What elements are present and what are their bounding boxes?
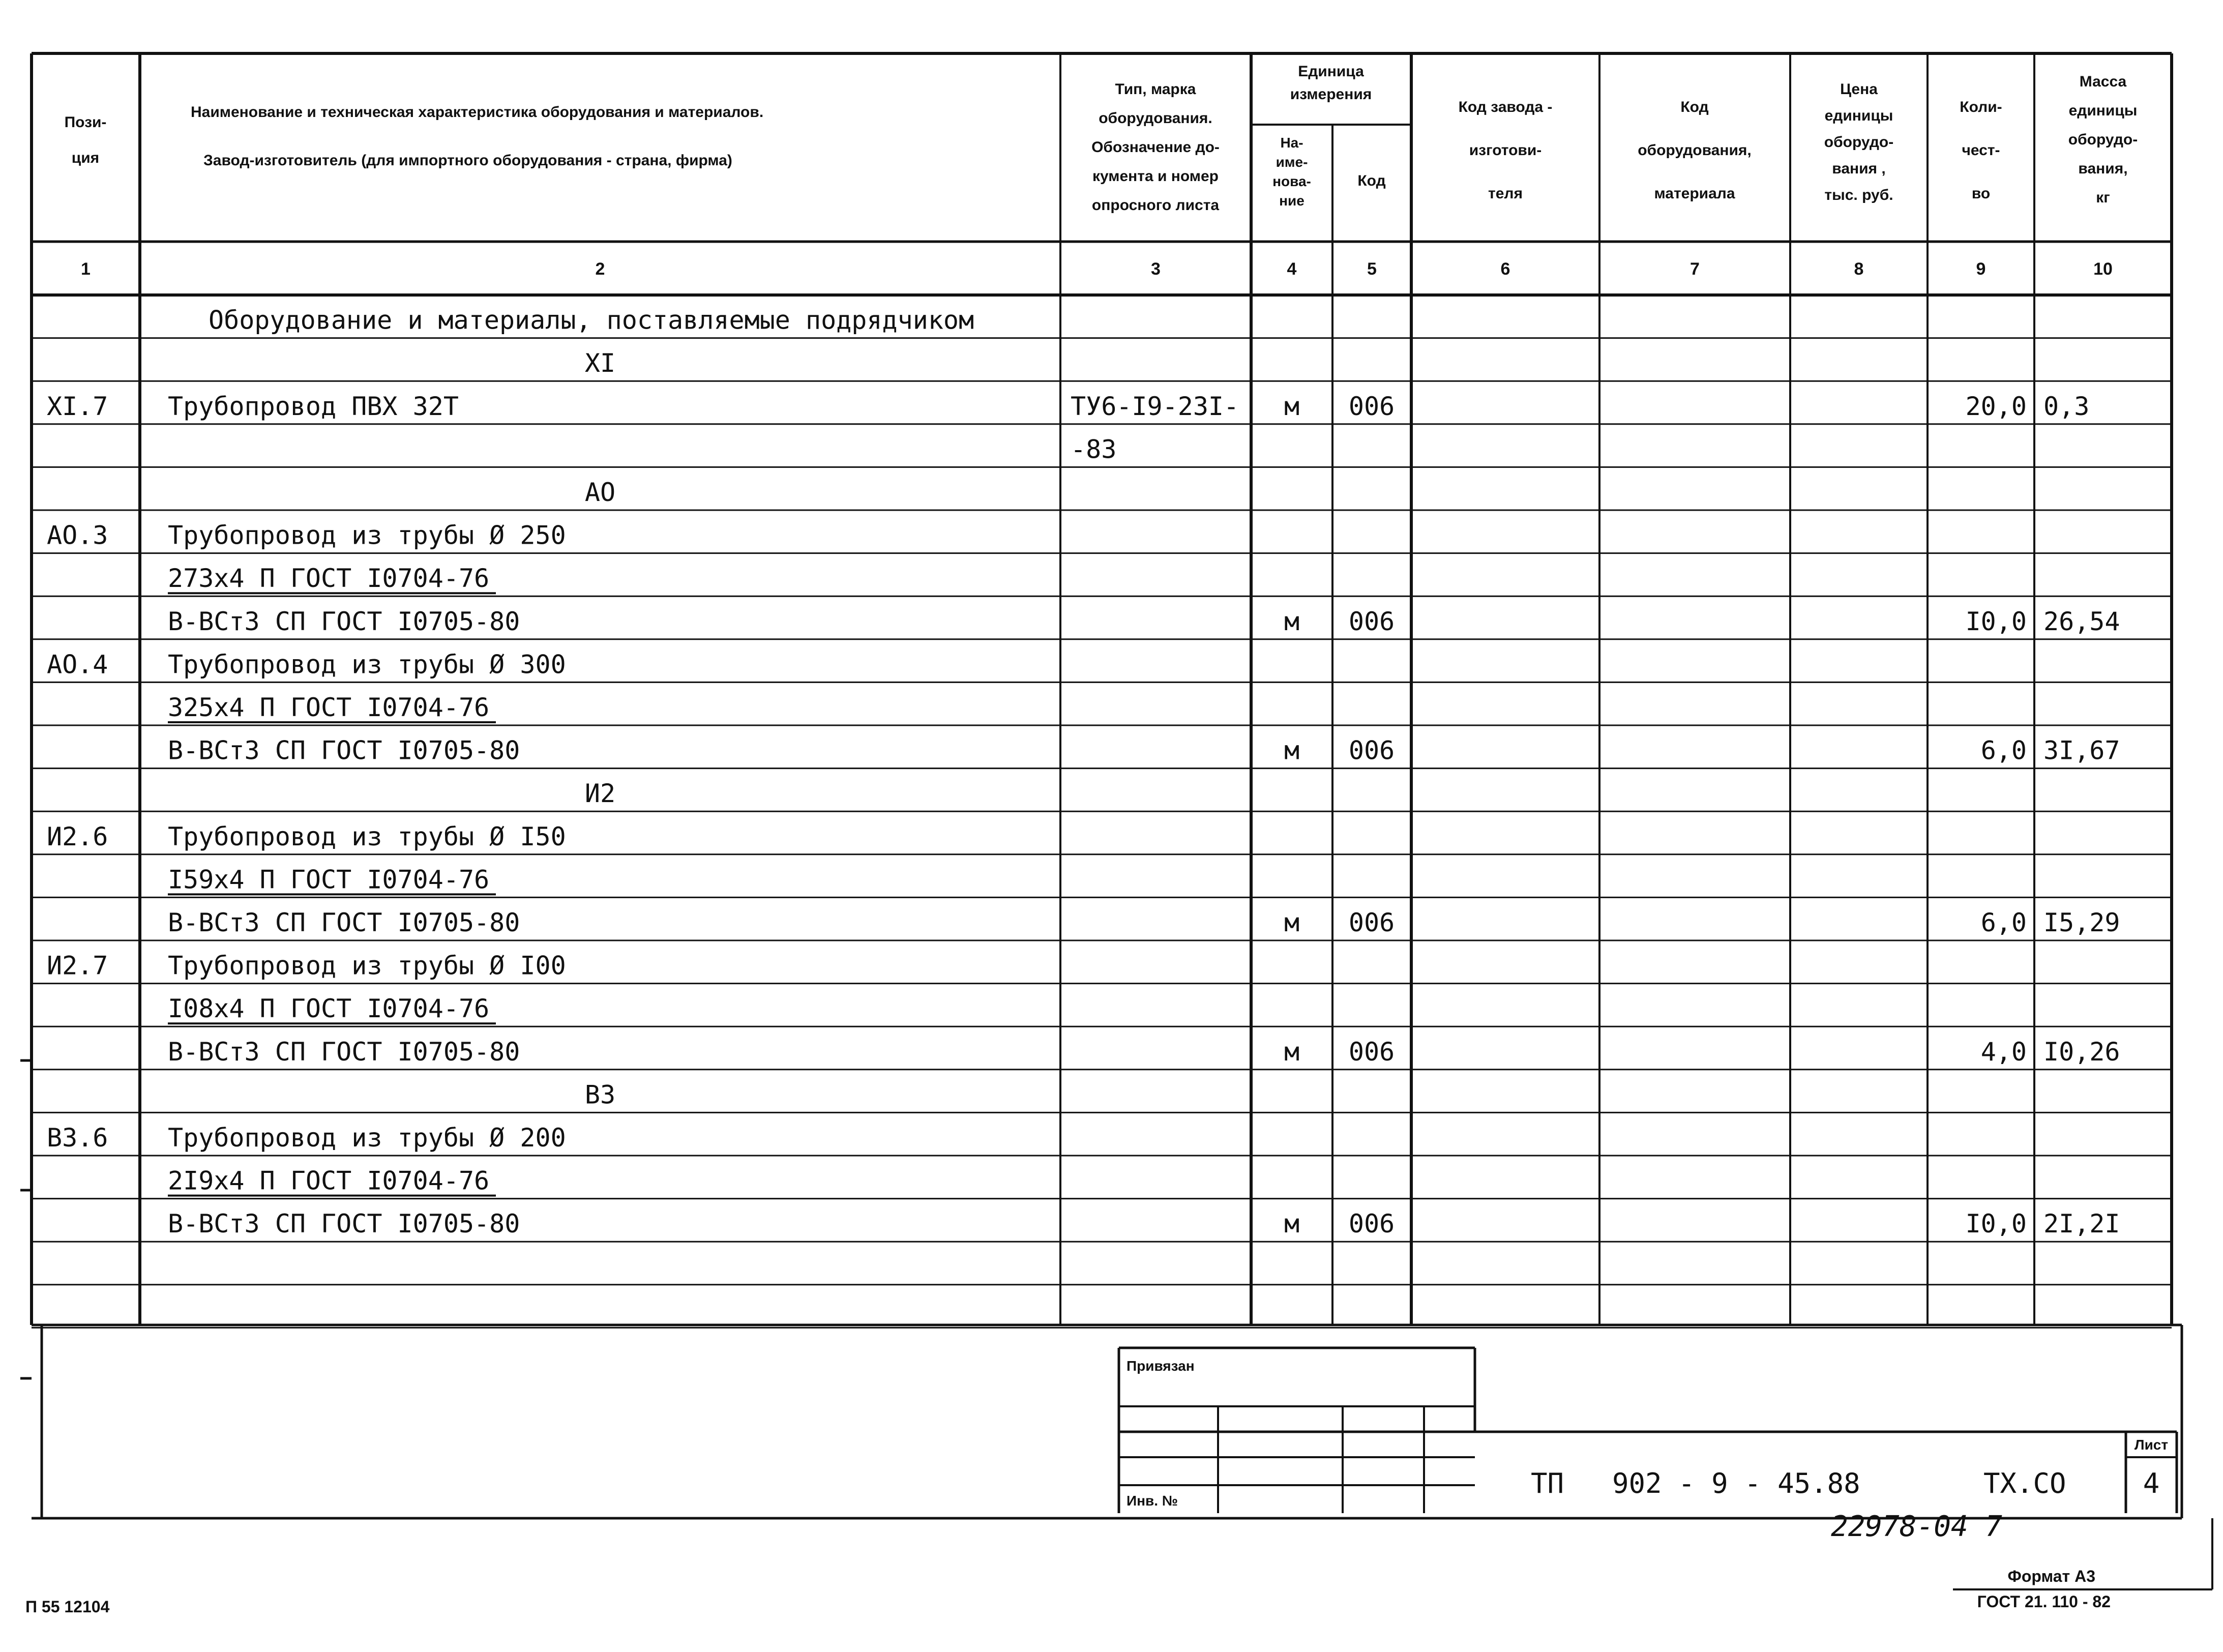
gost-label: ГОСТ 21. 110 - 82: [1977, 1592, 2111, 1611]
cell-mass: 3I,67: [2043, 735, 2120, 765]
header-type: оборудования.: [1099, 110, 1212, 127]
header-mass: Масса: [2079, 73, 2127, 90]
cell-name: АО: [584, 478, 616, 507]
cell-mass: 26,54: [2043, 606, 2120, 636]
cell-position: XI.7: [47, 391, 108, 421]
header-factory-code: Код завода -: [1458, 99, 1553, 115]
table-row: [47, 392, 2089, 421]
cell-unit: м: [1284, 735, 1300, 765]
sheet-label: Лист: [2134, 1437, 2169, 1453]
header-unit-name: На-: [1280, 135, 1303, 151]
cell-name: Трубопровод из трубы Ø 300: [168, 650, 566, 680]
handwritten-archive-number: 22978-04 7: [1831, 1510, 2003, 1543]
designation-number: 902 - 9 - 45.88: [1612, 1467, 1860, 1499]
table-row: [1071, 434, 1116, 464]
print-code: П 55 12104: [25, 1598, 110, 1616]
cell-quantity: 6,0: [1980, 735, 2027, 765]
header-position: ция: [71, 150, 100, 166]
cell-unit-code: 006: [1348, 606, 1395, 636]
column-number: 4: [1287, 259, 1297, 279]
table-header: [65, 63, 2138, 214]
cell-unit: м: [1284, 1037, 1300, 1067]
header-mass: единицы: [2068, 102, 2138, 119]
header-type: опросного листа: [1091, 197, 1220, 214]
cell-name: I08х4 П ГОСТ I0704-76: [168, 994, 490, 1024]
format-label: Формат А3: [2007, 1567, 2095, 1585]
cell-type: ТУ6-I9-23I-: [1071, 391, 1239, 421]
header-unit-name: нова-: [1272, 173, 1311, 189]
header-manufacturer: Завод-изготовитель (для импортного оборудования - страна, фирма): [203, 152, 732, 169]
table-row: [47, 521, 566, 550]
cell-quantity: I0,0: [1965, 1209, 2027, 1239]
table-row: [585, 348, 615, 378]
cell-position: И2.7: [47, 951, 108, 981]
cell-quantity: 4,0: [1980, 1037, 2027, 1067]
header-price: оборудо-: [1824, 134, 1894, 151]
table-row: [585, 1080, 615, 1109]
cell-unit: м: [1284, 908, 1300, 937]
header-unit-group: Единица: [1298, 63, 1364, 80]
cell-name: Трубопровод ПВХ 32Т: [168, 391, 459, 421]
column-number: 2: [595, 259, 605, 279]
title-block: [1119, 1348, 2177, 1513]
table-row: [585, 779, 615, 808]
cell-mass: I0,26: [2043, 1037, 2120, 1067]
cell-position: В3.6: [47, 1123, 108, 1153]
column-number: 3: [1151, 259, 1161, 279]
column-number: 1: [81, 259, 91, 279]
cell-mass: 0,3: [2043, 391, 2090, 421]
table-row: [168, 1209, 2120, 1238]
cell-mass: I5,29: [2043, 908, 2120, 937]
table-row: [168, 908, 2120, 937]
column-number: 5: [1367, 259, 1377, 279]
cell-type: -83: [1071, 434, 1117, 464]
cell-mass: 2I,2I: [2043, 1209, 2120, 1239]
header-price: единицы: [1824, 107, 1893, 124]
cell-name: Трубопровод из трубы Ø 250: [168, 520, 566, 550]
table-row: [168, 1166, 496, 1196]
cell-unit-code: 006: [1348, 391, 1395, 421]
cell-unit-code: 006: [1348, 908, 1395, 937]
header-type: Обозначение до-: [1091, 139, 1220, 156]
header-type: Тип, марка: [1115, 81, 1196, 98]
cell-name: 325х4 П ГОСТ I0704-76: [168, 693, 490, 722]
cell-unit: м: [1284, 391, 1300, 421]
cell-quantity: I0,0: [1965, 606, 2027, 636]
designation-tp: ТП: [1531, 1467, 1564, 1499]
table-row: [47, 1123, 566, 1153]
cell-name: I59х4 П ГОСТ I0704-76: [168, 865, 490, 895]
column-number: 7: [1690, 259, 1700, 279]
cell-unit: м: [1284, 606, 1300, 636]
table-row: [47, 951, 566, 981]
table-row: [47, 650, 566, 679]
header-equipment-code: Код: [1680, 99, 1709, 115]
table-row: [585, 478, 615, 507]
table-row: [168, 865, 496, 894]
header-type: кумента и номер: [1092, 168, 1219, 185]
cell-name: В-ВСт3 СП ГОСТ I0705-80: [168, 606, 520, 636]
header-quantity: Коли-: [1960, 99, 2002, 115]
cell-name: 2I9х4 П ГОСТ I0704-76: [168, 1166, 490, 1196]
cell-unit-code: 006: [1348, 1037, 1395, 1067]
sheet-number: 4: [2143, 1467, 2160, 1499]
cell-quantity: 6,0: [1980, 908, 2027, 937]
table-row: [168, 736, 2120, 765]
cell-name: Оборудование и материалы, поставляемые подрядчиком: [209, 305, 974, 335]
table-row: [168, 564, 496, 593]
cell-quantity: 20,0: [1965, 391, 2027, 421]
table-row: [168, 994, 496, 1023]
cell-name: XI: [584, 348, 616, 378]
header-mass: вания,: [2078, 160, 2128, 177]
header-quantity: во: [1971, 185, 1991, 202]
header-position: Пози-: [64, 114, 107, 131]
header-unit-name: име-: [1276, 154, 1308, 170]
cell-position: АО.4: [47, 650, 108, 680]
header-mass: оборудо-: [2068, 131, 2138, 148]
header-unit-name: ние: [1279, 193, 1305, 209]
bound-label: Привязан: [1127, 1358, 1195, 1374]
table-body: [47, 306, 2120, 1239]
column-number: 8: [1854, 259, 1864, 279]
header-price: Цена: [1840, 81, 1878, 98]
cell-unit: м: [1284, 1209, 1300, 1239]
cell-name: В-ВСт3 СП ГОСТ I0705-80: [168, 1037, 520, 1067]
cell-name: И2: [584, 779, 616, 809]
header-equipment-code: материала: [1654, 185, 1735, 202]
cell-unit-code: 006: [1348, 735, 1395, 765]
cell-name: В-ВСт3 СП ГОСТ I0705-80: [168, 735, 520, 765]
page-footer: [25, 1510, 2212, 1616]
table-row: [168, 693, 496, 722]
column-number: 9: [1976, 259, 1986, 279]
header-unit-code: Код: [1357, 172, 1386, 189]
table-row: [168, 607, 2120, 636]
table-row: [168, 1037, 2120, 1067]
cell-position: АО.3: [47, 520, 108, 550]
header-price: тыс. руб.: [1824, 187, 1893, 203]
column-number: 6: [1500, 259, 1510, 279]
column-numbers-row: [81, 259, 2113, 279]
table-row: [47, 822, 566, 851]
header-factory-code: изготови-: [1469, 142, 1542, 159]
cell-name: В-ВСт3 СП ГОСТ I0705-80: [168, 908, 520, 937]
inventory-number-label: Инв. №: [1127, 1493, 1178, 1509]
header-unit-group: измерения: [1290, 86, 1372, 103]
cell-name: В3: [584, 1080, 616, 1110]
cell-name: Трубопровод из трубы Ø I50: [168, 821, 566, 851]
cell-name: Трубопровод из трубы Ø 200: [168, 1123, 566, 1153]
column-number: 10: [2093, 259, 2113, 279]
table-row: [209, 306, 974, 335]
cell-name: 273х4 П ГОСТ I0704-76: [168, 564, 490, 594]
header-factory-code: теля: [1488, 185, 1523, 202]
cell-name: Трубопровод из трубы Ø I00: [168, 951, 566, 981]
header-equipment-code: оборудования,: [1638, 142, 1752, 159]
cell-name: В-ВСт3 СП ГОСТ I0705-80: [168, 1209, 520, 1239]
header-name: Наименование и техническая характеристика оборудования и материалов.: [191, 104, 764, 121]
designation-code: ТХ.СО: [1983, 1467, 2066, 1499]
cell-unit-code: 006: [1348, 1209, 1395, 1239]
header-mass: кг: [2096, 189, 2110, 206]
header-quantity: чест-: [1962, 142, 2000, 159]
header-price: вания ,: [1832, 160, 1886, 177]
cell-position: И2.6: [47, 821, 108, 851]
